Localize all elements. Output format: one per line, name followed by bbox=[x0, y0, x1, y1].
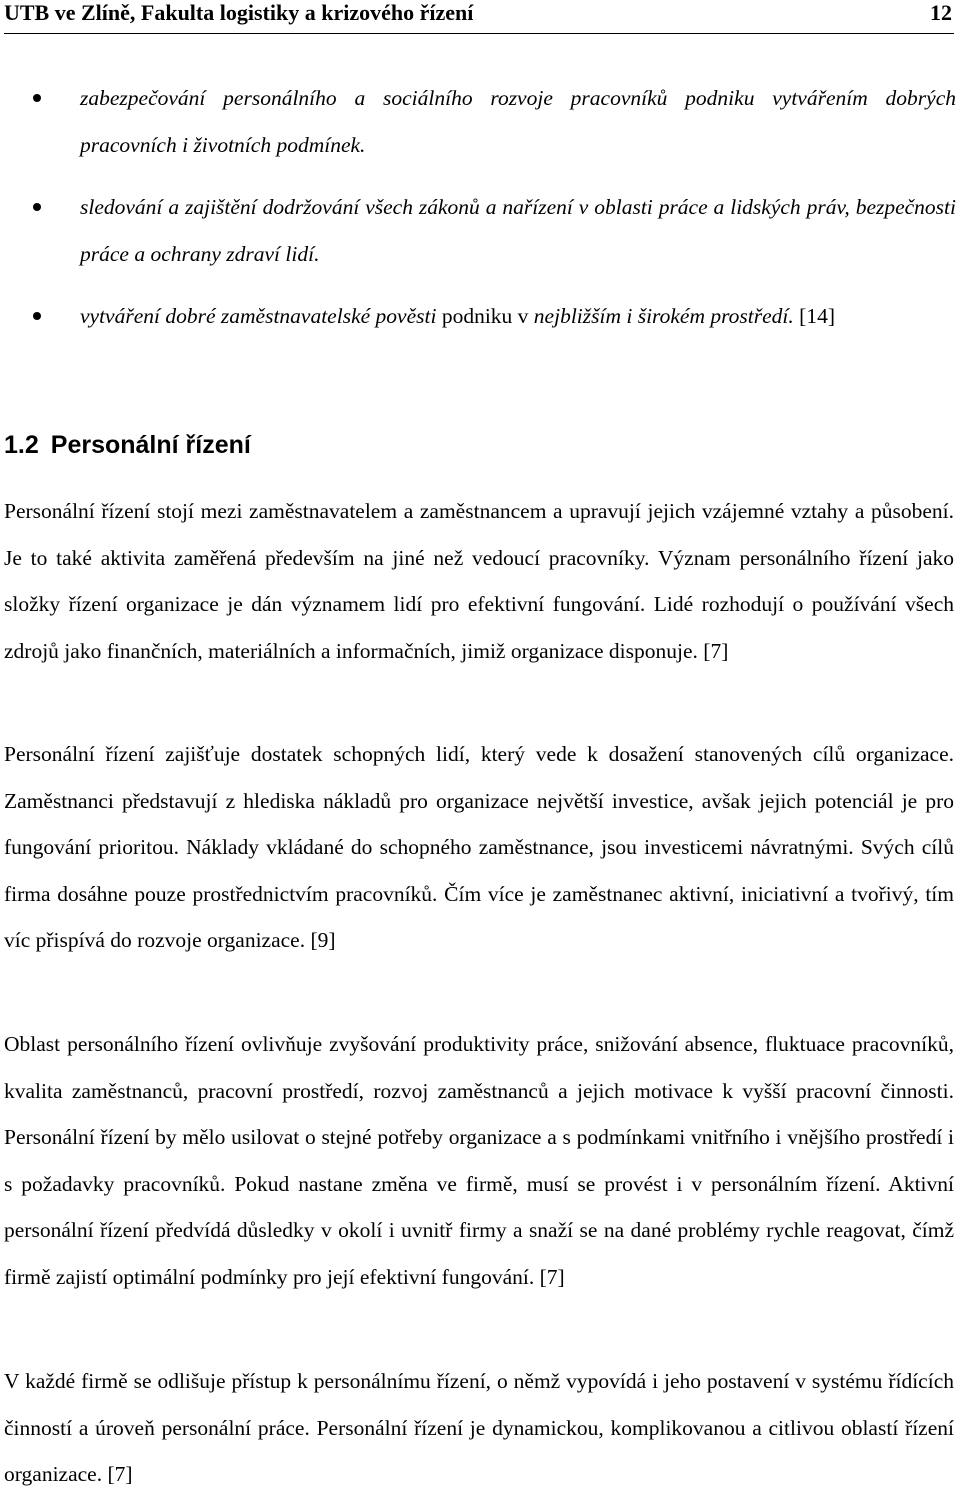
bullet-item bbox=[0, 75, 960, 169]
bullet-text-part: nejbližším i širokém prostředí. bbox=[533, 304, 794, 328]
bullet-text: sledování a zajištění dodržování všech zákonů a nařízení v oblasti práce a lidských práv, bezpečnosti práce a ochrany zdraví lidí. bbox=[80, 195, 956, 266]
body-paragraph: Oblast personálního řízení ovlivňuje zvyšování produktivity práce, snižování absence, fluktuace pracovníků, kvalita zaměstnanců, pracovní prostředí, rozvoj zaměstnanců a jejich motivace k vyšší pracovní činnosti. Personální řízení by mělo usilovat o stejné potřeby organizace a s podmínkami vnitřního i vnějšího prostředí i s požadavky pracovníků. Pokud nastane změna ve firmě, musí se provést i v personálním řízení. Aktivní personální řízení předvídá důsledky v okolí i uvnitř firmy a snaží se na dané problémy rychle reagovat, čímž firmě zajistí optimální podmínky pro její efektivní fungování. [7] bbox=[4, 1032, 954, 1289]
section-heading bbox=[4, 428, 251, 462]
bullet-item bbox=[0, 184, 960, 278]
page-number: 12 bbox=[930, 0, 952, 25]
bullet-dot-icon bbox=[33, 94, 41, 102]
bullet-list bbox=[0, 75, 960, 355]
section-title: Personální řízení bbox=[50, 431, 251, 459]
bullet-text-part: podniku v bbox=[441, 304, 534, 328]
header-title: UTB ve Zlíně, Fakulta logistiky a krizového řízení bbox=[4, 0, 474, 25]
bullet-dot-icon bbox=[33, 312, 41, 320]
citation: [14] bbox=[799, 304, 835, 328]
body-paragraph: Personální řízení zajišťuje dostatek schopných lidí, který vede k dosažení stanovených cílů organizace. Zaměstnanci představují z hlediska nákladů pro organizace největší investice, avšak jejich potenciál je pro fungování prioritou. Náklady vkládané do schopného zaměstnance, jsou investicemi návratnými. Svých cílů firma dosáhne pouze prostřednictvím pracovníků. Čím více je zaměstnanec aktivní, iniciativní a tvořivý, tím víc přispívá do rozvoje organizace. [9] bbox=[4, 742, 954, 952]
bullet-text-part: vytváření dobré zaměstnavatelské pověsti bbox=[80, 304, 442, 328]
bullet-text: zabezpečování personálního a sociálního rozvoje pracovníků podniku vytvářením dobrých pracovních i životních podmínek. bbox=[80, 86, 956, 157]
running-header bbox=[4, 0, 954, 34]
bullet-item bbox=[0, 293, 960, 340]
bullet-dot-icon bbox=[33, 203, 41, 211]
section-number: 1.2 bbox=[4, 431, 39, 459]
body-paragraph: V každé firmě se odlišuje přístup k personálnímu řízení, o němž vypovídá i jeho postavení v systému řídících činností a úroveň personální práce. Personální řízení je dynamickou, komplikovanou a citlivou oblastí řízení organizace. [7] bbox=[4, 1369, 954, 1486]
body-paragraph: Personální řízení stojí mezi zaměstnavatelem a zaměstnancem a upravují jejich vzájemné vztahy a působení. Je to také aktivita zaměřená především na jiné než vedoucí pracovníky. Význam personálního řízení jako složky řízení organizace je dán významem lidí pro efektivní fungování. Lidé rozhodují o používání všech zdrojů jako finančních, materiálních a informačních, jimiž organizace disponuje. [7] bbox=[4, 499, 954, 663]
